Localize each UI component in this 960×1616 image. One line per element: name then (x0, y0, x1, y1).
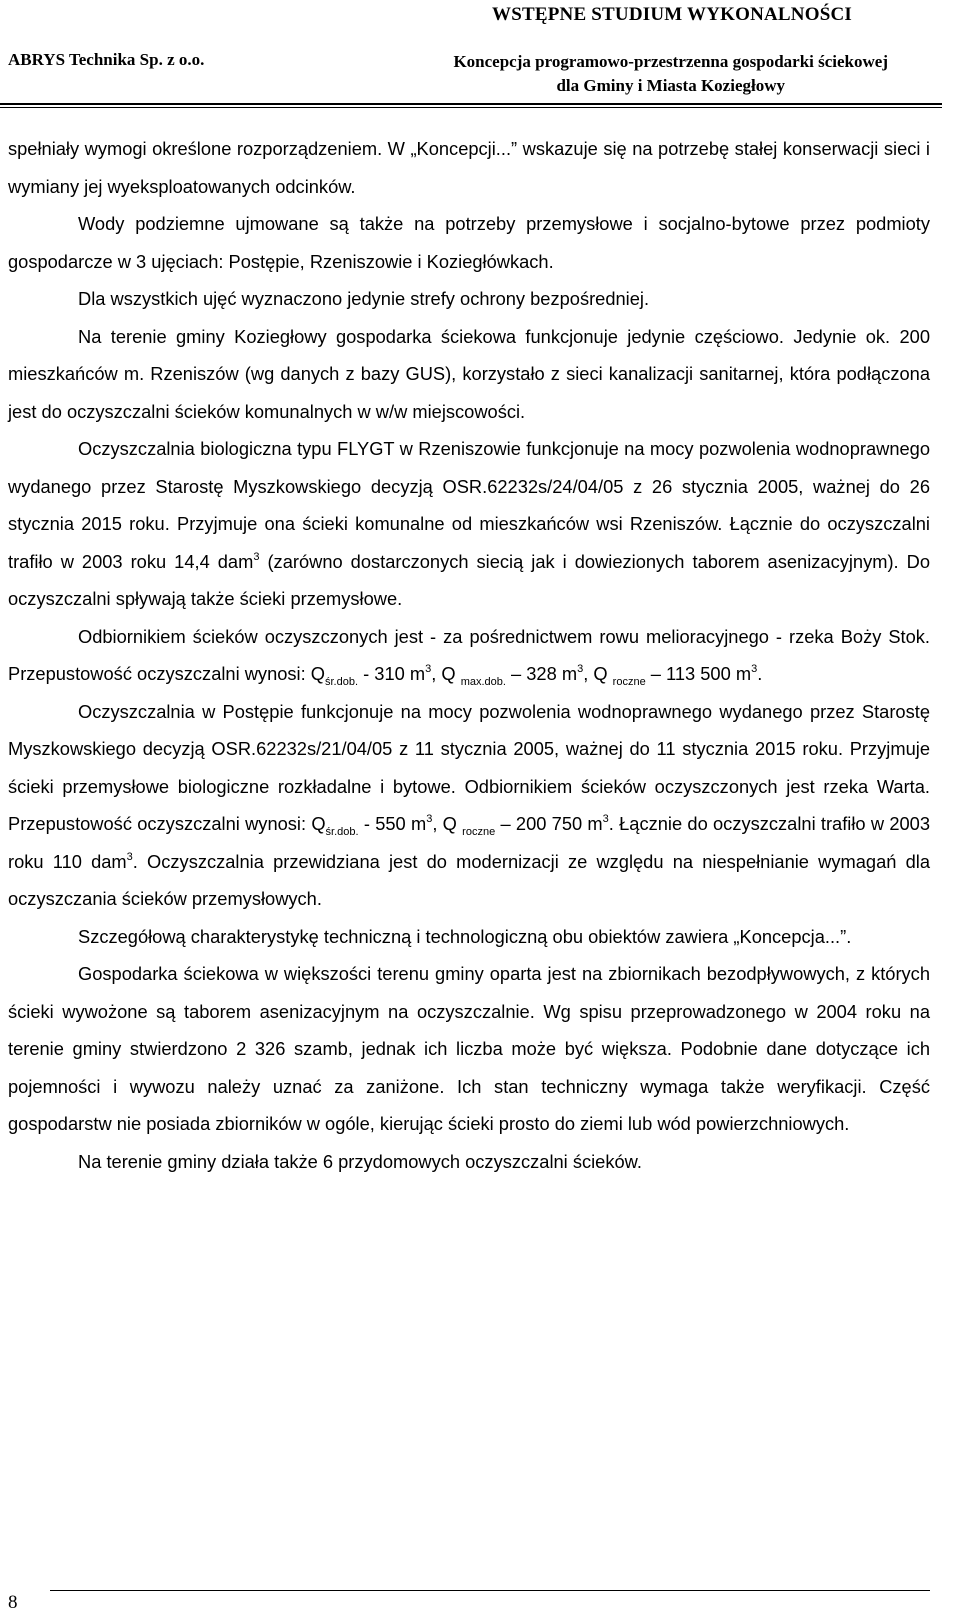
p7-superscript-2: 3 (602, 813, 609, 825)
paragraph-10: Na terenie gminy działa także 6 przydomowych oczyszczalni ścieków. (78, 1150, 642, 1172)
paragraph-3: Dla wszystkich ujęć wyznaczono jedynie strefy ochrony bezpośredniej. (78, 288, 650, 309)
header-subtitle-line1: Koncepcja programowo-przestrzenna gospodarki ściekowej (453, 52, 888, 71)
p7-superscript-1: 3 (426, 813, 433, 825)
header-subtitle (453, 50, 888, 98)
paragraph-8: Szczegółową charakterystykę techniczną i technologiczną obu obiektów zawiera „Koncepcja...”. (78, 925, 852, 947)
paragraph-4: Na terenie gminy Koziegłowy gospodarka ściekowa funkcjonuje jedynie częściowo. Jedynie ok. 200 mieszkańców m. Rzeniszów (wg danych z bazy GUS), korzystało z sieci kanalizacji sanitarnej, która podłączona jest do oczyszczalni ścieków komunalnych w w/w miejscowości. (8, 325, 930, 422)
p7-text-e: . Łącznie do oczyszczalni trafiło w 2003 roku 110 dam (8, 813, 930, 872)
p6-text-c: , Q (431, 663, 461, 684)
p6-text-d: – 328 m (505, 663, 578, 684)
p5-text-b: (zarówno dostarczonych siecią jak i dowiezionych taborem asenizacyjnym). Do oczyszczalni spływają także ścieki przemysłowe. (8, 550, 930, 609)
header-divider (0, 103, 942, 108)
p7-text-a: Oczyszczalnia w Postępie funkcjonuje na mocy pozwolenia wodnoprawnego wydanego przez Starostę Myszkowskiego decyzją OSR.62232s/21/04/05 z 11 stycznia 2005, ważnej do 11 stycznia 2015 roku. Przyjmuje ścieki przemysłowe biologiczne rozkładalne i bytowe. Odbiornikiem ścieków oczyszczonych jest rzeka Warta. Przepustowość oczyszczalni wynosi: Q (8, 700, 930, 834)
p6-subscript-3: roczne (612, 676, 646, 688)
paragraph-7 (8, 693, 930, 918)
p6-superscript-3: 3 (751, 663, 758, 675)
p6-text-f: – 113 500 m (645, 663, 752, 684)
p6-text-e: , Q (583, 663, 613, 684)
p6-subscript-2: max.dob. (460, 676, 506, 688)
header-subtitle-line2: dla Gminy i Miasta Koziegłowy (556, 76, 785, 95)
p5-text-a: Oczyszczalnia biologiczna typu FLYGT w Rzeniszowie funkcjonuje na mocy pozwolenia wodnoprawnego wydanego przez Starostę Myszkowskiego decyzją OSR.62232s/24/04/05 z 26 stycznia 2005, ważnej do 26 stycznia 2015 roku. Przyjmuje ona ścieki komunalne od mieszkańców wsi Rzeniszów. Łącznie do oczyszczalni trafiło w 2003 roku 14,4 dam (8, 438, 930, 572)
p6-text-a: Odbiornikiem ścieków oczyszczonych jest - za pośrednictwem rowu melioracyjnego - rzeka Boży Stok. Przepustowość oczyszczalni wynosi: Q (8, 625, 930, 684)
paragraph-9: Gospodarka ściekowa w większości terenu gminy oparta jest na zbiornikach bezodpływowych, z których ścieki wywożone są taborem asenizacyjnym na oczyszczalnie. Wg spisu przeprowadzonego w 2004 roku na terenie gminy stwierdzono 2 326 szamb, jednak ich liczba może być większa. Podobnie dane dotyczące ich pojemności i wywozu należy uznać za zaniżone. Ich stan techniczny wymaga także weryfikacji. Część gospodarstw nie posiada zbiorników w ogóle, kierując ścieki prosto do ziemi lub wód powierzchniowych. (8, 963, 930, 1134)
p7-superscript-3: 3 (126, 850, 133, 863)
p6-text-g: . (757, 663, 763, 684)
p6-text-b: - 310 m (358, 663, 426, 684)
p7-text-f: . Oczyszczalnia przewidziana jest do modernizacji ze względu na niespełnianie wymagań dla oczyszczania ścieków przemysłowych. (8, 850, 930, 909)
p6-subscript-1: śr.dob. (325, 676, 359, 688)
p5-superscript: 3 (253, 550, 260, 563)
paragraph-6 (8, 618, 930, 693)
p7-text-c: , Q (432, 813, 463, 834)
p7-text-d: – 200 750 m (495, 813, 603, 834)
document-body (8, 130, 930, 1180)
p7-subscript-1: śr.dob. (325, 826, 359, 838)
paragraph-2: Wody podziemne ujmowane są także na potrzeby przemysłowe i socjalno-bytowe przez podmioty gospodarcze w 3 ujęciach: Postępie, Rzeniszowie i Koziegłówkach. (8, 213, 930, 272)
footer-divider (50, 1590, 930, 1591)
p7-subscript-2: roczne (462, 826, 496, 838)
p6-superscript-1: 3 (425, 663, 432, 675)
header-document-type: WSTĘPNE STUDIUM WYKONALNOŚCI (492, 4, 852, 25)
paragraph-1: spełniały wymogi określone rozporządzeniem. W „Koncepcji...” wskazuje się na potrzebę stałej konserwacji sieci i wymiany jej wyeksploatowanych odcinków. (8, 138, 930, 197)
page-number: 8 (8, 1592, 18, 1613)
p7-text-b: - 550 m (358, 813, 427, 834)
paragraph-5 (8, 430, 930, 618)
p6-superscript-2: 3 (577, 663, 584, 675)
header-company-name: ABRYS Technika Sp. z o.o. (8, 50, 205, 69)
